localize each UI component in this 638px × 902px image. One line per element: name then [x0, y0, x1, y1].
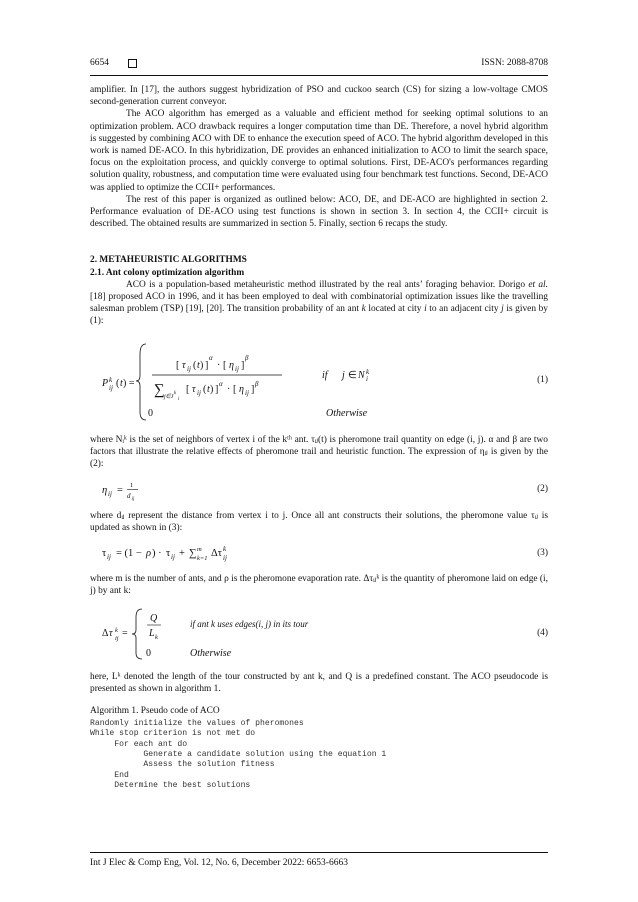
- svg-text:k: k: [155, 634, 158, 642]
- svg-text:ij: ij: [235, 364, 239, 373]
- svg-text:j∈J: j∈J: [164, 393, 174, 400]
- svg-text:ij: ij: [115, 635, 119, 643]
- svg-text:τ: τ: [102, 547, 107, 559]
- svg-text:]: ]: [241, 359, 245, 371]
- eq4-zero: 0: [146, 648, 151, 660]
- equation-4-graphic: [90, 603, 410, 663]
- svg-text:∑: ∑: [189, 547, 197, 559]
- algorithm-line: Assess the solution fitness: [143, 760, 275, 770]
- section-heading: 2. METAHEURISTIC ALGORITHMS: [90, 255, 247, 266]
- svg-text:]: ]: [205, 359, 209, 371]
- svg-text:·: ·: [227, 383, 231, 395]
- svg-text:t: t: [207, 383, 210, 395]
- svg-text:ij: ij: [245, 388, 249, 397]
- svg-text:) ·: ) ·: [152, 547, 162, 559]
- square-bullet-icon: [128, 59, 137, 68]
- svg-text:∑: ∑: [154, 381, 165, 398]
- svg-text:ij: ij: [108, 490, 112, 499]
- svg-text:α: α: [209, 353, 213, 362]
- aco-paragraph-2: where Nᵢᵏ is the set of neighbors of vertex i of the kᵗʰ ant. τᵢⱼ(t) is pheromone trail quantity on edge (i, j). α and β are two factors that illustrate the relative effects of pheromone trail and heuristic function. The expression of ηᵢⱼ is given by the (2):: [90, 434, 548, 470]
- svg-text:β: β: [245, 353, 249, 362]
- equation-1-graphic: [90, 334, 470, 426]
- svg-text:]: ]: [251, 383, 255, 395]
- svg-text:ij: ij: [171, 552, 175, 561]
- equation-1-number: (1): [537, 374, 548, 385]
- equation-3-graphic: [90, 541, 290, 565]
- subsection-heading: 2.1. Ant colony optimization algorithm: [90, 267, 245, 278]
- algorithm-line: Determine the best solutions: [90, 781, 251, 791]
- equation-3: [90, 541, 548, 565]
- svg-text:η: η: [102, 485, 108, 497]
- algorithm-line: While stop criterion is not met do: [90, 729, 256, 739]
- algorithm-line: End: [114, 770, 129, 780]
- svg-text:[: [: [223, 359, 227, 371]
- page-number: 6654: [90, 58, 109, 68]
- equation-2: [90, 474, 548, 504]
- svg-text:t: t: [120, 377, 123, 389]
- svg-text:τ: τ: [109, 628, 113, 640]
- svg-text:ij: ij: [109, 383, 113, 392]
- svg-text:[: [: [176, 359, 180, 371]
- svg-text:k=1: k=1: [197, 554, 208, 562]
- svg-text:i: i: [366, 374, 368, 383]
- svg-text:N: N: [358, 369, 365, 381]
- svg-text:ij: ij: [131, 497, 135, 503]
- svg-text:1: 1: [130, 482, 134, 490]
- svg-text:η: η: [229, 359, 234, 371]
- equation-1: [90, 334, 548, 426]
- header-rule: [90, 75, 548, 76]
- svg-text:d: d: [127, 492, 131, 501]
- svg-text:ij: ij: [197, 388, 201, 397]
- svg-text:P: P: [102, 377, 109, 389]
- aco-paragraph-4: where m is the number of ants, and ρ is the pheromone evaporation rate. Δτᵢⱼᵏ is the quantity of pheromone laid on edge (i, j) by ant k:: [90, 573, 548, 596]
- svg-text:k: k: [115, 627, 118, 635]
- svg-text:Δ: Δ: [102, 628, 109, 640]
- eq4-otherwise: Otherwise: [190, 648, 232, 660]
- main-content: [90, 84, 548, 792]
- svg-text:ρ: ρ: [146, 547, 152, 559]
- equation-4-number: (4): [537, 627, 548, 638]
- svg-text:): ): [210, 383, 214, 395]
- svg-text:Otherwise: Otherwise: [326, 407, 368, 419]
- footer-citation: Int J Elec & Comp Eng, Vol. 12, No. 6, December 2022: 6653-6663: [90, 858, 348, 868]
- equation-3-number: (3): [537, 547, 548, 558]
- svg-text:τ: τ: [182, 359, 186, 371]
- svg-text:k: k: [366, 367, 370, 376]
- svg-text:k: k: [174, 390, 177, 396]
- svg-text:if: if: [322, 369, 328, 381]
- aco-paragraph-1: ACO is a population-based metaheuristic method illustrated by the real ants’ foraging behavior. Dorigo et al. [18] proposed ACO in 1996, and it has been employed to deal with combinatorial optimization issues like the travelling salesman problem (TSP) [19], [20]. The transition probability of an ant k located at city i to an adjacent city j is given by (1):: [90, 279, 549, 327]
- algorithm-line: For each ant do: [114, 739, 188, 749]
- svg-text:t: t: [197, 359, 200, 371]
- svg-text:]: ]: [215, 383, 219, 395]
- svg-text:) =: ) =: [123, 377, 135, 389]
- page-header: [90, 58, 548, 72]
- svg-text:α: α: [219, 379, 223, 388]
- svg-text:k: k: [109, 375, 113, 384]
- svg-text:[: [: [233, 383, 237, 395]
- algorithm-code: [90, 719, 548, 792]
- svg-text:·: ·: [217, 359, 221, 371]
- svg-text:η: η: [239, 383, 244, 395]
- intro-paragraph-3: The rest of this paper is organized as outlined below: ACO, DE, and DE-ACO are highlighted in section 2. Performance evaluation of DE-ACO using test functions is shown in section 3. In section 4, the CCII+ circuit is described. The obtained results are summarized in section 5. Finally, section 6 recaps the study.: [90, 194, 548, 230]
- svg-text:(: (: [193, 359, 197, 371]
- algorithm-line: Generate a candidate solution using the equation 1: [143, 749, 387, 759]
- svg-text:τ: τ: [192, 383, 196, 395]
- aco-paragraph-5: here, Lᵏ denoted the length of the tour constructed by ant k, and Q is a predefined constant. The ACO pseudocode is presented as shown in algorithm 1.: [90, 672, 548, 695]
- svg-text:τ: τ: [166, 547, 171, 559]
- intro-paragraph-1: amplifier. In [17], the authors suggest hybridization of PSO and cuckoo search (CS) for sizing a low-voltage CMOS second-generation current conveyor.: [90, 85, 548, 108]
- equation-4: [90, 603, 548, 663]
- svg-text:i: i: [178, 396, 180, 402]
- eq4-q: Q: [150, 613, 158, 625]
- eq4-condition: if ant k uses edges(i, j) in its tour: [190, 619, 309, 630]
- svg-text:): ): [200, 359, 204, 371]
- eq4-l: L: [149, 628, 155, 640]
- svg-text:j: j: [342, 369, 345, 381]
- svg-text:= (1 −: = (1 −: [116, 547, 142, 559]
- svg-text:ij: ij: [187, 364, 191, 373]
- intro-paragraph-2: The ACO algorithm has emerged as a valuable and efficient method for seeking optimal solutions to an optimization problem. ACO drawback requires a longer computation time than DE. Therefore, a novel hybrid algorithm is suggested by combining ACO with DE to enhance the execution speed of ACO. The hybrid algorithm developed in this work is named DE-ACO. In this hybridization, DE provides an enhanced initialization to ACO to limit the search space, focus on the exploitation process, and quickly converge to optimal solutions. First, DE-ACO's performances regarding solution quality, robustness, and computation time were evaluated using four benchmark test functions. Second, DE-ACO was applied to optimize the CCII+ performances.: [90, 109, 548, 193]
- svg-text:ij: ij: [223, 553, 227, 562]
- algorithm-title: Algorithm 1. Pseudo code of ACO: [90, 706, 220, 717]
- svg-text:β: β: [255, 379, 259, 388]
- issn: ISSN: 2088-8708: [481, 58, 548, 68]
- svg-text:Δτ: Δτ: [211, 547, 222, 559]
- equation-2-number: (2): [537, 484, 548, 495]
- svg-text:∈: ∈: [348, 369, 357, 381]
- svg-text:=: =: [122, 628, 128, 640]
- svg-text:(: (: [116, 377, 120, 389]
- equation-2-graphic: [90, 474, 170, 504]
- svg-text:ij: ij: [107, 552, 111, 561]
- footer-rule: [90, 852, 548, 853]
- svg-text:m: m: [197, 545, 202, 553]
- svg-text:+: +: [179, 547, 185, 559]
- svg-text:0: 0: [148, 407, 153, 419]
- svg-text:k: k: [223, 544, 227, 553]
- svg-text:(: (: [203, 383, 207, 395]
- algorithm-line: Randomly initialize the values of pheromones: [90, 718, 304, 728]
- svg-text:[: [: [186, 383, 190, 395]
- svg-text:=: =: [117, 485, 123, 497]
- aco-paragraph-3: where dᵢⱼ represent the distance from vertex i to j. Once all ant constructs their solutions, the pheromone value τᵢⱼ is updated as shown in (3):: [90, 511, 548, 534]
